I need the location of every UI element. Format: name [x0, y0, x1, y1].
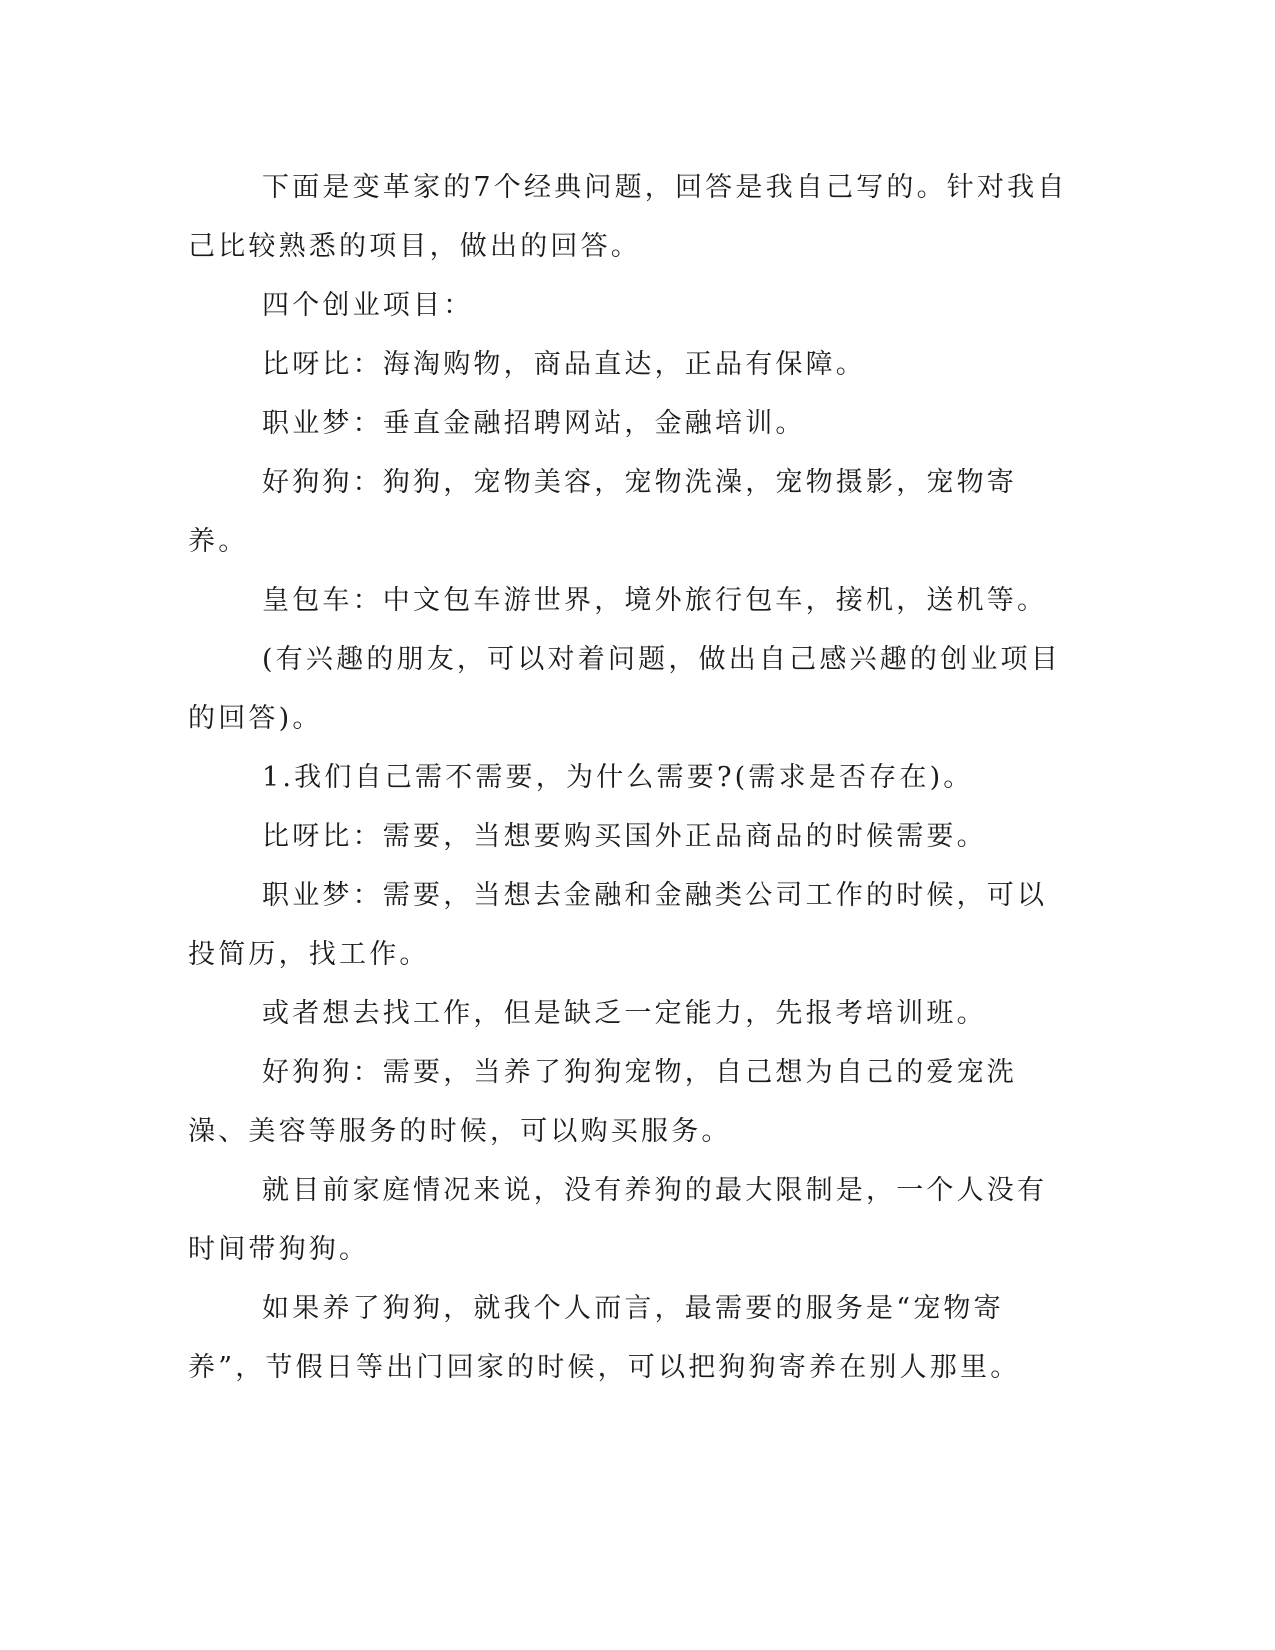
document-body — [188, 158, 1068, 1397]
paragraph-intro: 下面是变革家的7个经典问题，回答是我自己写的。针对我自己比较熟悉的项目，做出的回答。 — [188, 172, 1068, 262]
paragraph-family-situation: 就目前家庭情况来说，没有养狗的最大限制是，一个人没有时间带狗狗。 — [188, 1175, 1048, 1265]
paragraph-project-haogougou: 好狗狗：狗狗，宠物美容，宠物洗澡，宠物摄影，宠物寄养。 — [188, 467, 1017, 557]
paragraph-project-huangbaoche: 皇包车：中文包车游世界，境外旅行包车，接机，送机等。 — [262, 585, 1048, 616]
paragraph-answer-zhiyemeng: 职业梦：需要，当想去金融和金融类公司工作的时候，可以投简历，找工作。 — [188, 880, 1048, 970]
paragraph-answer-haogougou: 好狗狗：需要，当养了狗狗宠物，自己想为自己的爱宠洗澡、美容等服务的时候，可以购买服务。 — [188, 1057, 1017, 1147]
paragraph-project-zhiyemeng: 职业梦：垂直金融招聘网站，金融培训。 — [262, 408, 806, 439]
paragraph-project-biyabi: 比呀比：海淘购物，商品直达，正品有保障。 — [262, 349, 866, 380]
paragraph-invitation: (有兴趣的朋友，可以对着问题，做出自己感兴趣的创业项目的回答)。 — [188, 644, 1061, 734]
paragraph-answer-biyabi: 比呀比：需要，当想要购买国外正品商品的时候需要。 — [262, 821, 987, 852]
paragraph-question-1: 1.我们自己需不需要，为什么需要?(需求是否存在)。 — [262, 762, 974, 793]
paragraph-projects-heading: 四个创业项目： — [262, 290, 474, 321]
paragraph-answer-zhiyemeng-cont: 或者想去找工作，但是缺乏一定能力，先报考培训班。 — [262, 998, 987, 1029]
paragraph-pet-boarding: 如果养了狗狗，就我个人而言，最需要的服务是“宠物寄养”，节假日等出门回家的时候，可以把狗狗寄养在别人那里。 — [188, 1293, 1021, 1383]
